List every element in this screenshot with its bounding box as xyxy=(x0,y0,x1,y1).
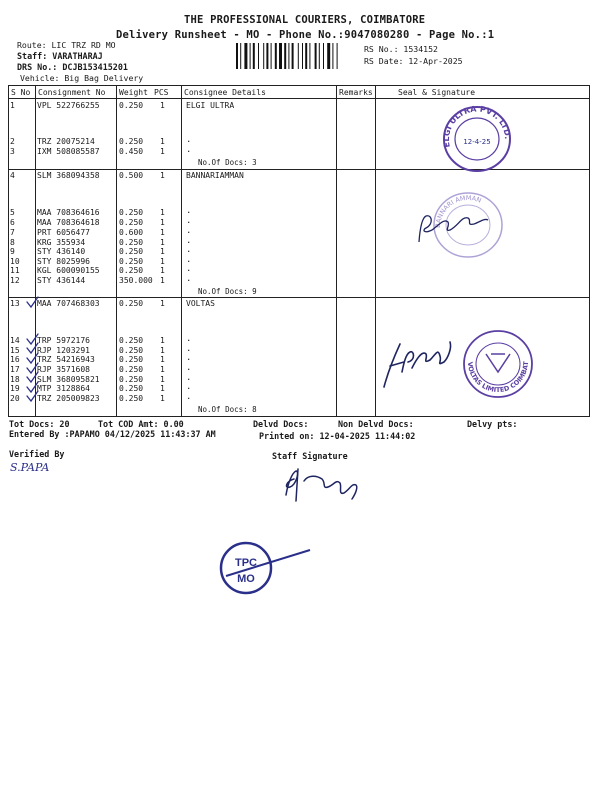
row-weight: 0.250 xyxy=(119,384,144,393)
row-consignment: STY 436144 xyxy=(37,276,86,285)
row-sno: 2 xyxy=(10,137,15,146)
row-pcs: 1 xyxy=(160,101,165,110)
row-pcs: 1 xyxy=(160,299,165,308)
consignee-dot: . xyxy=(186,334,192,344)
row-sno: 13 xyxy=(10,299,20,308)
row-pcs: 1 xyxy=(160,266,165,275)
table-bottom-rule xyxy=(8,416,590,417)
group-divider-2 xyxy=(8,297,590,298)
header-consignee: Consignee Details xyxy=(184,88,266,97)
consignee-dot: . xyxy=(186,264,192,274)
rs-number: RS No.: 1534152 xyxy=(364,44,438,54)
printed-on: Printed on: 12-04-2025 11:44:02 xyxy=(259,431,416,441)
row-weight: 0.250 xyxy=(119,355,144,364)
row-sno: 10 xyxy=(10,257,20,266)
row-pcs: 1 xyxy=(160,228,165,237)
row-weight: 0.250 xyxy=(119,365,144,374)
row-sno: 20 xyxy=(10,394,20,403)
col-rule xyxy=(589,85,590,416)
bannari-signature xyxy=(414,208,494,248)
bannari-stamp-text: BANNARI AMMAN xyxy=(433,193,483,229)
header-seal-signature: Seal & Signature xyxy=(398,88,476,97)
row-consignment: STY 436140 xyxy=(37,247,86,256)
table-header-rule xyxy=(8,98,590,99)
consignee-dot: . xyxy=(186,255,192,265)
verifier-handwriting: S.PAPA xyxy=(10,461,50,474)
row-pcs: 1 xyxy=(160,218,165,227)
total-docs: Tot Docs: 20 xyxy=(9,419,70,429)
row-weight: 0.250 xyxy=(119,394,144,403)
tpc-mo-text: MO xyxy=(237,573,255,585)
row-consignment: TRZ 54216943 xyxy=(37,355,95,364)
row-pcs: 1 xyxy=(160,336,165,345)
row-sno: 12 xyxy=(10,276,20,285)
barcode-bar xyxy=(258,43,259,69)
barcode-bar xyxy=(305,43,307,69)
row-pcs: 1 xyxy=(160,276,165,285)
row-consignment: RJP 1203291 xyxy=(37,346,90,355)
row-consignment: MAA 708364618 xyxy=(37,218,100,227)
header-remarks: Remarks xyxy=(339,88,373,97)
row-consignment: VPL 522766255 xyxy=(37,101,100,110)
row-pcs: 1 xyxy=(160,247,165,256)
row-consignment: SLM 368095821 xyxy=(37,375,100,384)
voltas-logo-icon xyxy=(486,354,510,372)
row-sno: 16 xyxy=(10,355,20,364)
row-consignment: MAA 708364616 xyxy=(37,208,100,217)
elgi-stamp-date: 12-4-25 xyxy=(463,138,491,146)
row-pcs: 1 xyxy=(160,346,165,355)
row-pcs: 1 xyxy=(160,355,165,364)
row-weight: 0.500 xyxy=(119,171,144,180)
consignee-dot: . xyxy=(186,274,192,284)
row-pcs: 1 xyxy=(160,171,165,180)
col-rule xyxy=(8,85,9,416)
row-consignment: PRT 6056477 xyxy=(37,228,90,237)
non-delivered-docs: Non Delvd Docs: xyxy=(338,419,414,429)
no-of-docs: No.Of Docs: 8 xyxy=(198,405,257,414)
row-pcs: 1 xyxy=(160,384,165,393)
row-pcs: 1 xyxy=(160,394,165,403)
elgi-ultra-stamp xyxy=(440,103,515,175)
no-of-docs: No.Of Docs: 3 xyxy=(198,158,257,167)
row-consignment: SLM 368094358 xyxy=(37,171,100,180)
row-sno: 9 xyxy=(10,247,15,256)
row-sno: 4 xyxy=(10,171,15,180)
row-sno: 18 xyxy=(10,375,20,384)
consignee-dot: . xyxy=(186,344,192,354)
row-pcs: 1 xyxy=(160,365,165,374)
runsheet-subtitle: Delivery Runsheet - MO - Phone No.:9047080280 - Page No.:1 xyxy=(116,29,495,41)
staff-label: Staff: VARATHARAJ xyxy=(17,51,103,61)
row-weight: 350.000 xyxy=(119,276,153,285)
consignee-dot: . xyxy=(186,392,192,402)
barcode-bar xyxy=(309,43,310,69)
row-weight: 0.450 xyxy=(119,147,144,156)
row-weight: 0.250 xyxy=(119,375,144,384)
barcode-bar xyxy=(284,43,286,69)
barcode-bar xyxy=(337,43,338,69)
barcode-bar xyxy=(288,43,289,69)
barcode-bar xyxy=(332,43,333,69)
row-weight: 0.250 xyxy=(119,346,144,355)
header-weight: Weight xyxy=(119,88,148,97)
barcode-bar xyxy=(292,43,294,69)
consignee-dot: . xyxy=(186,135,192,145)
barcode-bar xyxy=(244,43,247,69)
tpc-mo-stamp xyxy=(218,540,318,600)
row-sno: 5 xyxy=(10,208,15,217)
col-rule xyxy=(336,85,337,416)
row-sno: 3 xyxy=(10,147,15,156)
row-consignment: KRG 355934 xyxy=(37,238,86,247)
col-rule xyxy=(116,85,117,416)
consignee-dot: . xyxy=(186,382,192,392)
consignee-dot: . xyxy=(186,373,192,383)
route-label: Route: LIC TRZ RD MO xyxy=(17,40,116,50)
tpc-stamp-text: TPC xyxy=(235,557,257,569)
header-consignment: Consignment No xyxy=(38,88,106,97)
row-sno: 6 xyxy=(10,218,15,227)
consignee-dot: . xyxy=(186,363,192,373)
staff-signature-label: Staff Signature xyxy=(272,451,348,461)
barcode-bar xyxy=(298,43,299,69)
row-consignment: KGL 600090155 xyxy=(37,266,100,275)
consignee-name: ELGI ULTRA xyxy=(186,101,235,110)
barcode-bar xyxy=(253,43,255,69)
barcode-bar xyxy=(263,43,264,69)
drs-number: DRS No.: DCJB153415201 xyxy=(17,62,128,72)
row-sno: 14 xyxy=(10,336,20,345)
consignee-dot: . xyxy=(186,353,192,363)
row-consignment: RJP 3571608 xyxy=(37,365,90,374)
row-consignment: IXM 508085587 xyxy=(37,147,100,156)
rs-date: RS Date: 12-Apr-2025 xyxy=(364,56,463,66)
row-weight: 0.250 xyxy=(119,257,144,266)
row-sno: 19 xyxy=(10,384,20,393)
consignee-dot: . xyxy=(186,206,192,216)
row-sno: 15 xyxy=(10,346,20,355)
consignee-name: VOLTAS xyxy=(186,299,215,308)
table-top-rule xyxy=(8,85,590,86)
row-pcs: 1 xyxy=(160,238,165,247)
row-consignment: TRP 5972176 xyxy=(37,336,90,345)
row-pcs: 1 xyxy=(160,257,165,266)
row-sno: 8 xyxy=(10,238,15,247)
consignee-dot: . xyxy=(186,236,192,246)
barcode-bar xyxy=(315,43,317,69)
barcode-bar xyxy=(266,43,268,69)
barcode-bar xyxy=(271,43,272,69)
company-title: THE PROFESSIONAL COURIERS, COIMBATORE xyxy=(184,14,426,26)
row-weight: 0.250 xyxy=(119,299,144,308)
staff-signature xyxy=(278,465,368,505)
voltas-signature xyxy=(378,332,458,392)
consignee-dot: . xyxy=(186,145,192,155)
barcode-bar xyxy=(236,43,238,69)
row-pcs: 1 xyxy=(160,147,165,156)
no-of-docs: No.Of Docs: 9 xyxy=(198,287,257,296)
elgi-stamp-text: ELGI ULTRA PVT. LTD. xyxy=(441,104,513,149)
row-weight: 0.250 xyxy=(119,137,144,146)
row-consignment: TRZ 20075214 xyxy=(37,137,95,146)
delivered-docs: Delvd Docs: xyxy=(253,419,309,429)
row-sno: 11 xyxy=(10,266,20,275)
col-rule xyxy=(375,85,376,416)
barcode-bar xyxy=(275,43,277,69)
consignee-dot: . xyxy=(186,226,192,236)
row-weight: 0.250 xyxy=(119,101,144,110)
row-weight: 0.250 xyxy=(119,208,144,217)
total-cod-amount: Tot COD Amt: 0.00 xyxy=(98,419,184,429)
barcode-bar xyxy=(279,43,282,69)
consignee-dot: . xyxy=(186,245,192,255)
row-consignment: STY 8025996 xyxy=(37,257,90,266)
row-weight: 0.250 xyxy=(119,336,144,345)
consignee-dot: . xyxy=(186,216,192,226)
barcode-bar xyxy=(302,43,303,69)
consignee-name: BANNARIAMMAN xyxy=(186,171,244,180)
row-consignment: TRZ 205009823 xyxy=(37,394,100,403)
header-pcs: PCS xyxy=(154,88,169,97)
row-weight: 0.250 xyxy=(119,218,144,227)
row-weight: 0.250 xyxy=(119,238,144,247)
entered-by: Entered By :PAPAMO 04/12/2025 11:43:37 AM xyxy=(9,429,216,439)
row-pcs: 1 xyxy=(160,137,165,146)
barcode-bar xyxy=(323,43,324,69)
handwritten-ticks xyxy=(24,296,44,406)
row-weight: 0.250 xyxy=(119,266,144,275)
row-pcs: 1 xyxy=(160,375,165,384)
voltas-stamp xyxy=(455,320,538,401)
barcode-bar xyxy=(250,43,251,69)
delivery-points: Delvy pts: xyxy=(467,419,518,429)
row-sno: 7 xyxy=(10,228,15,237)
col-rule xyxy=(181,85,182,416)
row-weight: 0.250 xyxy=(119,247,144,256)
row-sno: 1 xyxy=(10,101,15,110)
barcode xyxy=(236,43,358,69)
verified-by-label: Verified By xyxy=(9,449,65,459)
row-consignment: MTP 3128864 xyxy=(37,384,90,393)
barcode-bar xyxy=(327,43,330,69)
vehicle-label: Vehicle: Big Bag Delivery xyxy=(20,73,144,83)
header-sno: S No xyxy=(11,88,31,97)
barcode-bar xyxy=(319,43,320,69)
barcode-bar xyxy=(240,43,241,69)
voltas-stamp-text: VOLTAS LIMITED COIMBATORE-641 012 xyxy=(455,320,531,395)
row-weight: 0.600 xyxy=(119,228,144,237)
row-consignment: MAA 707468303 xyxy=(37,299,100,308)
row-pcs: 1 xyxy=(160,208,165,217)
row-sno: 17 xyxy=(10,365,20,374)
